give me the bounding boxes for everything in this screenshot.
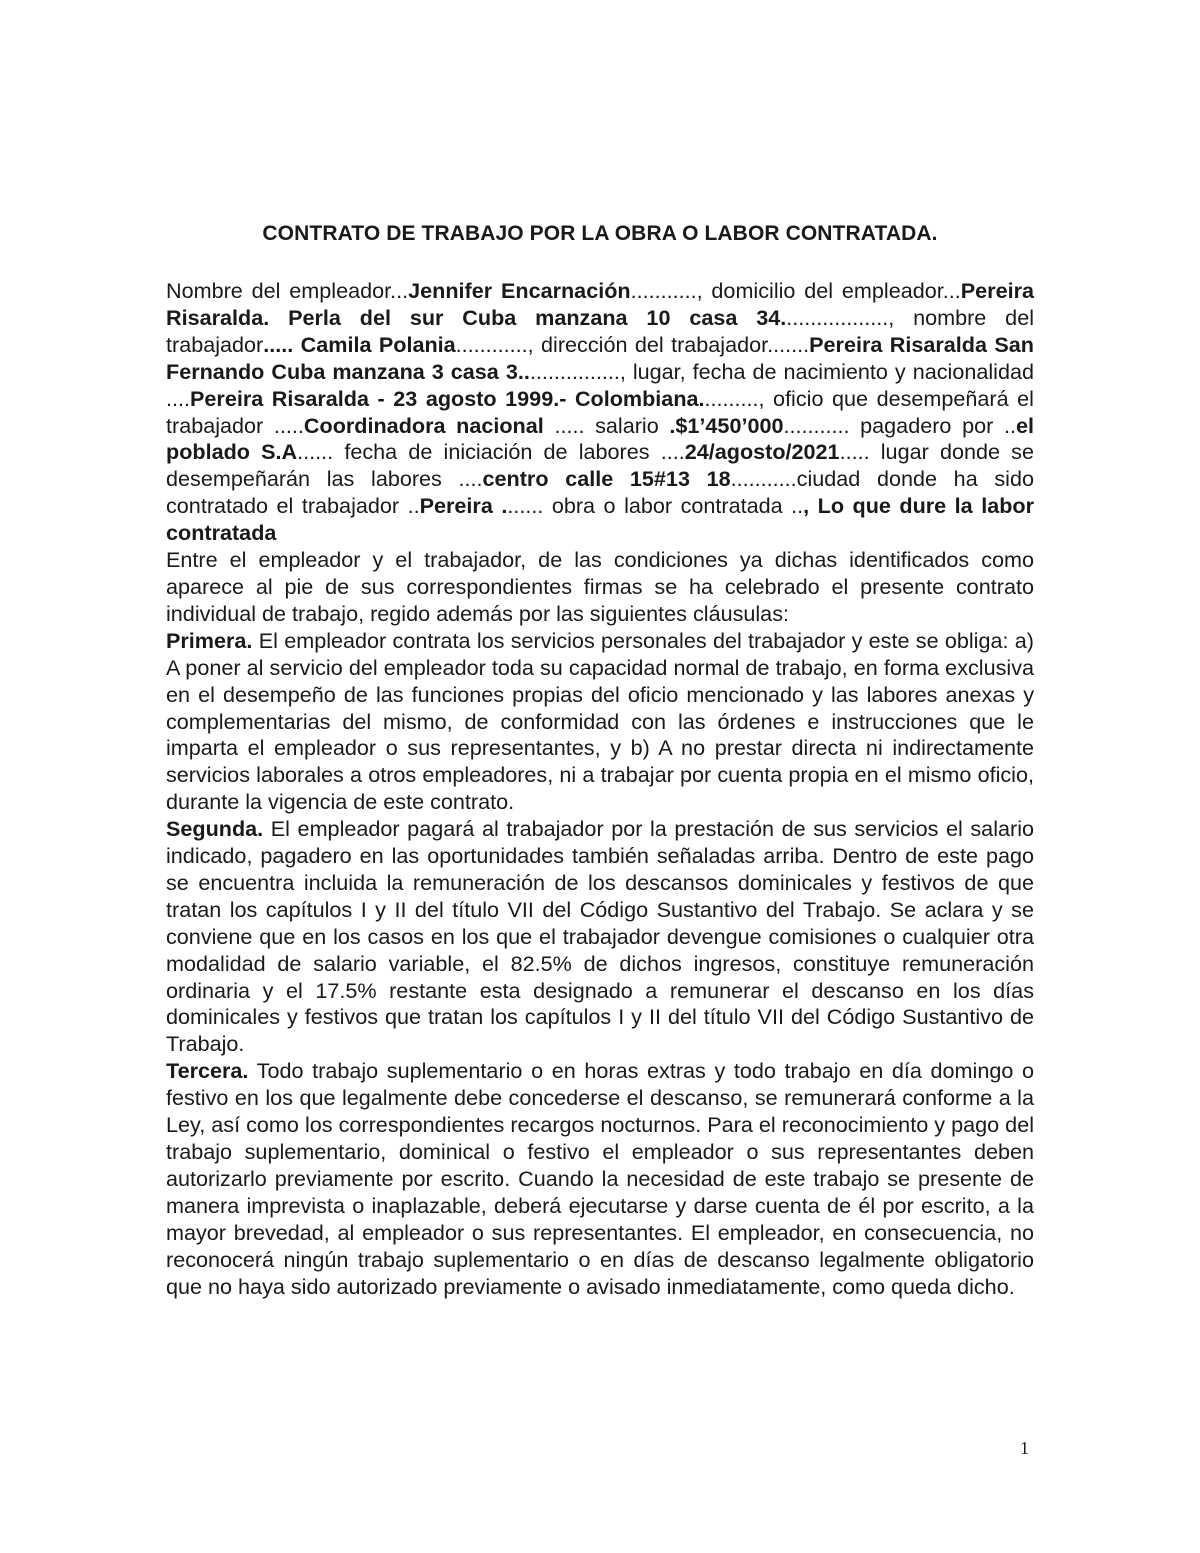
field-label: ..............., lugar, fecha de nacimiento y nacionalidad .... — [166, 358, 1034, 411]
field-label: ............, dirección del trabajador....... — [455, 331, 810, 357]
clause-heading: Tercera. — [166, 1058, 249, 1084]
field-value: ..... Camila Polania — [263, 331, 456, 357]
clause-heading: Primera. — [166, 627, 253, 653]
field-value: Jennifer Encarnación — [408, 278, 631, 303]
field-value: Pereira Risaralda - 23 agosto 1999.- Colombiana. — [190, 385, 705, 411]
contract-page — [166, 222, 1034, 1300]
field-value: Pereira Risaralda. Perla del sur Cuba manzana 10 casa 34. — [166, 278, 1035, 330]
field-label: ...... fecha de iniciación de labores .... — [297, 439, 685, 465]
field-label: ..... salario — [543, 412, 670, 438]
field-label: ................., nombre del trabajador — [166, 304, 1035, 357]
field-value: , Lo que dure la labor contratada — [166, 493, 1034, 546]
field-value: centro calle 15#13 18 — [482, 466, 731, 492]
clauses-list — [166, 628, 1034, 1301]
document-title: CONTRATO DE TRABAJO POR LA OBRA O LABOR CONTRATADA. — [262, 222, 938, 245]
clause-heading: Segunda. — [166, 816, 264, 842]
page-number: 1 — [1020, 1438, 1029, 1458]
field-value: 24/agosto/2021 — [684, 439, 840, 465]
field-label: ...........ciudad donde ha sido contratado el trabajador .. — [166, 466, 1034, 519]
field-label: ...... obra o labor contratada .. — [507, 493, 804, 519]
clause-text: El empleador contrata los servicios personales del trabajador y este se obliga: a) A poner al servicio del empleador toda su capacidad normal de trabajo, en forma exclusiva en el desempeño de las funciones propias del oficio mencionado y las labores anexas y complementarias del mismo, de conformidad con las órdenes e instrucciones que le imparta el empleador o sus representantes, y b) A no prestar directa ni indirectamente servicios laborales a otros empleadores, ni a trabajar por cuenta propia en el mismo oficio, durante la vigencia de este contrato. — [166, 627, 1034, 815]
field-value: Pereira Risaralda San Fernando Cuba manzana 3 casa 3.. — [166, 331, 1034, 384]
clause-paragraph — [166, 816, 1034, 1058]
intro-paragraph: Entre el empleador y el trabajador, de las condiciones ya dichas identificados como aparece al pie de sus correspondientes firmas se ha celebrado el presente contrato individual de trabajo, regido además por las siguientes cláusulas: — [166, 547, 1034, 626]
field-label: ..... lugar donde se desempeñarán las labores .... — [166, 439, 1034, 492]
field-value: el poblado S.A — [166, 412, 1034, 465]
field-value: .$1’450’000 — [669, 412, 784, 438]
field-label: ........., oficio que desempeñará el trabajador ..... — [166, 385, 1034, 438]
field-label: ..........., domicilio del empleador... — [630, 278, 961, 303]
clause-paragraph — [166, 1058, 1034, 1300]
clause-text: El empleador pagará al trabajador por la prestación de sus servicios el salario indicado, pagadero en las oportunidades también señaladas arriba. Dentro de este pago se encuentra incluida la remuneración de los descansos dominicales y festivos de que tratan los capítulos I y II del título VII del Código Sustantivo del Trabajo. Se aclara y se conviene que en los casos en los que el trabajador devengue comisiones o cualquier otra modalidad de salario variable, el 82.5% de dichos ingresos, constituye remuneración ordinaria y el 17.5% restante esta designado a remunerar el descanso en los días dominicales y festivos que tratan los capítulos I y II del título VII del Código Sustantivo de Trabajo. — [166, 816, 1034, 1057]
field-label: ........... pagadero por .. — [783, 412, 1016, 438]
clause-paragraph — [166, 628, 1034, 816]
clause-text: Todo trabajo suplementario o en horas extras y todo trabajo en día domingo o festivo en los que legalmente debe concederse el descanso, se remunerará conforme a la Ley, así como los correspondientes recargos nocturnos. Para el reconocimiento y pago del trabajo suplementario, dominical o festivo el empleador o sus representantes deben autorizarlo previamente por escrito. Cuando la necesidad de este trabajo se presente de manera imprevista o inaplazable, deberá ejecutarse y darse cuenta de él por escrito, a la mayor brevedad, al empleador o sus representantes. El empleador, en consecuencia, no reconocerá ningún trabajo suplementario o en días de descanso legalmente obligatorio que no haya sido autorizado previamente o avisado inmediatamente, como queda dicho. — [166, 1058, 1034, 1299]
field-label: Nombre del empleador... — [166, 278, 409, 303]
field-value: Pereira . — [419, 493, 508, 519]
field-value: Coordinadora nacional — [303, 412, 544, 438]
header-fields-paragraph — [166, 278, 1034, 547]
